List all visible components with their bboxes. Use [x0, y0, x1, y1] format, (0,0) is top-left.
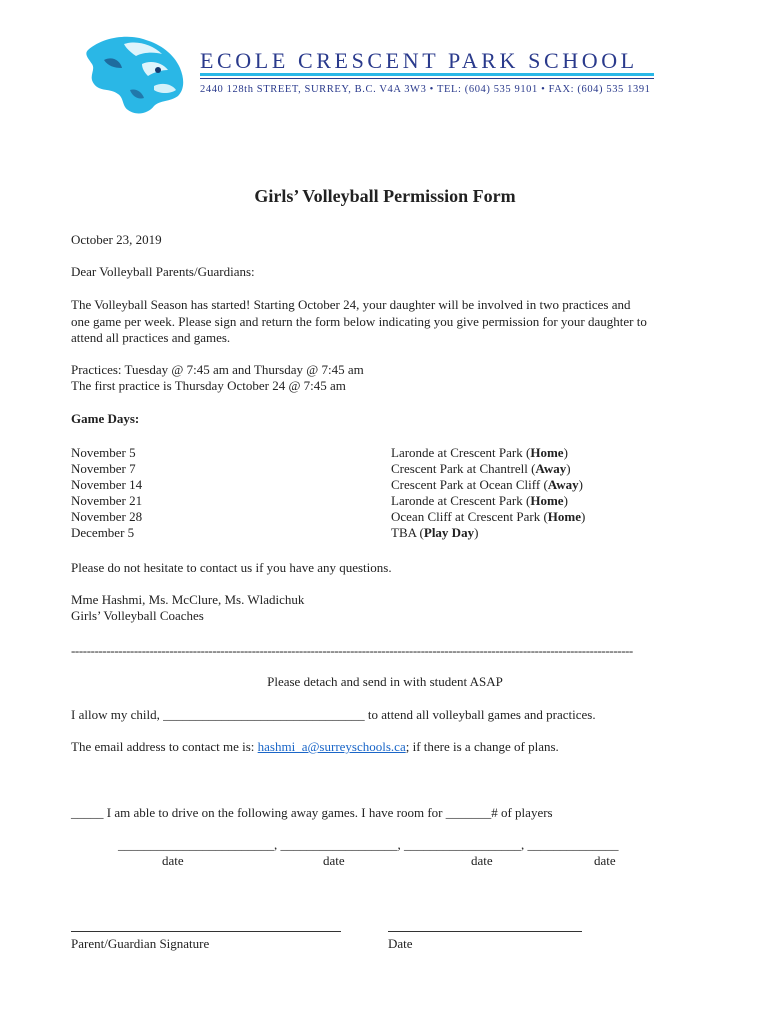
date-label: date: [323, 853, 345, 868]
signature-date-label: Date: [388, 936, 413, 951]
game-date: November 28: [71, 509, 143, 524]
header-rule: [200, 73, 654, 76]
game-match: Crescent Park at Ocean Cliff (Away): [391, 477, 583, 492]
salutation: Dear Volleyball Parents/Guardians:: [71, 264, 255, 279]
game-location-tag: Away: [547, 477, 579, 492]
game-match: TBA (Play Day): [391, 525, 479, 540]
school-address: 2440 128th STREET, SURREY, B.C. V4A 3W3 • TEL: (604) 535 9101 • FAX: (604) 535 1391: [200, 84, 651, 95]
drive-statement[interactable]: _____ I am able to drive on the following away games. I have room for _______# of players: [71, 805, 553, 820]
child-name-field[interactable]: _______________________________: [163, 707, 365, 722]
game-match: Ocean Cliff at Crescent Park (Home): [391, 509, 586, 524]
game-match: Laronde at Crescent Park (Home): [391, 445, 568, 460]
coaches-names: Mme Hashmi, Ms. McClure, Ms. Wladichuk: [71, 592, 305, 607]
header-rule: [200, 78, 654, 79]
first-practice: The first practice is Thursday October 24 @ 7:45 am: [71, 378, 346, 393]
email-statement: The email address to contact me is: hashmi_a@surreyschools.ca; if there is a change of plans.: [71, 739, 559, 754]
school-name: ECOLE CRESCENT PARK SCHOOL: [200, 48, 638, 73]
game-days-heading: Game Days:: [71, 411, 140, 426]
game-location-tag: Play Day: [423, 525, 475, 540]
date-label: date: [594, 853, 616, 868]
cougar-head-logo: [84, 30, 188, 116]
signature-label: Parent/Guardian Signature: [71, 936, 210, 951]
game-date: November 21: [71, 493, 143, 508]
game-location-tag: Home: [530, 493, 564, 508]
form-title: Girls’ Volleyball Permission Form: [254, 186, 516, 206]
game-location-tag: Home: [530, 445, 564, 460]
date-label: date: [162, 853, 184, 868]
allow-statement: I allow my child, _______________________________ to attend all volleyball games and practices.: [71, 707, 596, 722]
coaches-title: Girls’ Volleyball Coaches: [71, 608, 204, 623]
game-date: November 5: [71, 445, 136, 460]
email-link[interactable]: hashmi_a@surreyschools.ca: [257, 739, 406, 754]
game-match: Laronde at Crescent Park (Home): [391, 493, 568, 508]
contact-note: Please do not hesitate to contact us if you have any questions.: [71, 560, 392, 575]
intro-line: one game per week. Please sign and return the form below indicating you give permission for your daughter to: [71, 313, 647, 329]
intro-line: attend all practices and games.: [71, 330, 231, 345]
signature-date-field[interactable]: [388, 931, 582, 932]
date-label: date: [471, 853, 493, 868]
signature-field[interactable]: [71, 931, 341, 932]
school-logo: [84, 30, 188, 116]
game-location-tag: Home: [547, 509, 582, 524]
game-location-tag: Away: [535, 461, 567, 476]
detach-note: Please detach and send in with student ASAP: [267, 674, 503, 689]
practices-schedule: Practices: Tuesday @ 7:45 am and Thursday @ 7:45 am: [71, 362, 364, 377]
game-date: November 7: [71, 461, 136, 476]
game-date: November 14: [71, 477, 143, 492]
away-game-date-fields[interactable]: ________________________, __________________, __________________, ______________: [118, 837, 619, 852]
intro-paragraph: [71, 297, 711, 347]
game-match: Crescent Park at Chantrell (Away): [391, 461, 571, 476]
intro-line: The Volleyball Season has started! Starting October 24, your daughter will be involved in two practices and: [71, 297, 631, 312]
detach-line: -----------------------------------------------------------------------------------------------------------------------------------------------: [71, 643, 633, 658]
game-date: December 5: [71, 525, 135, 540]
letter-date: October 23, 2019: [71, 232, 162, 247]
